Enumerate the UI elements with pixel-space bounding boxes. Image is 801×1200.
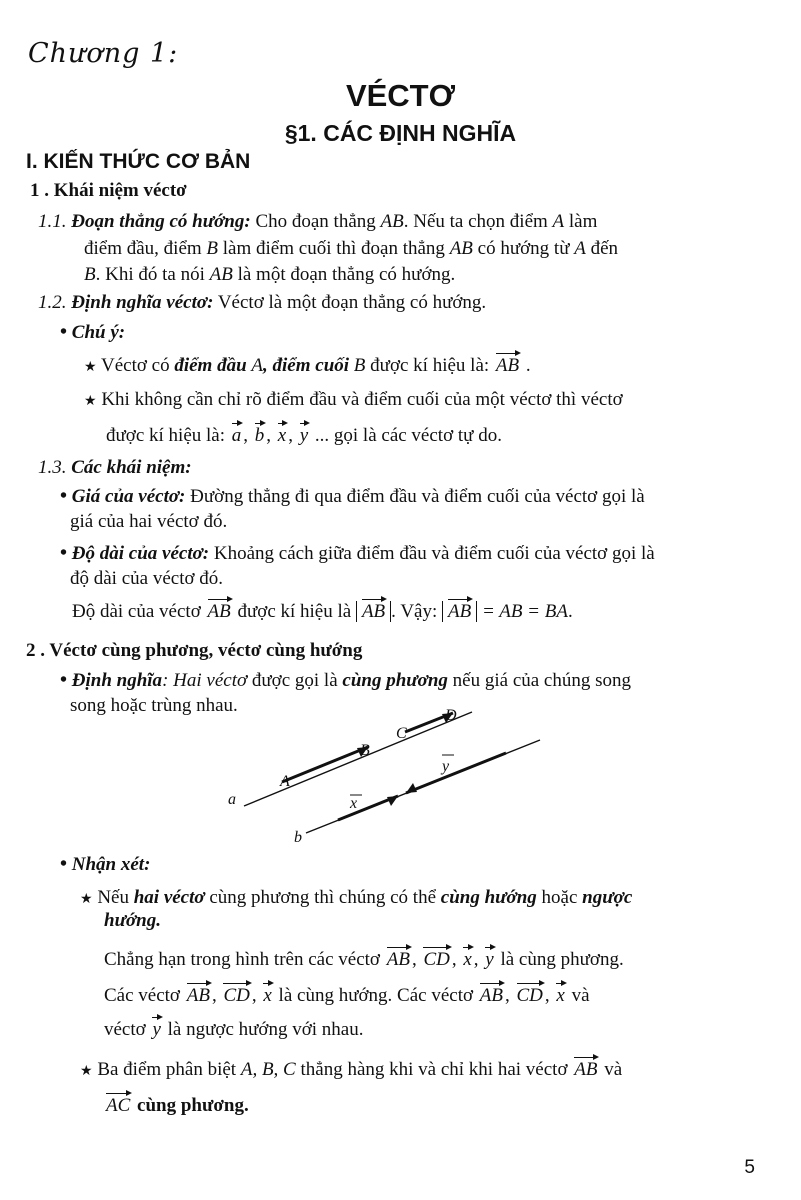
vector-symbol: CD [423,944,449,972]
vector-symbol: AB [208,596,231,624]
remark-label-line [60,852,150,877]
text: là cùng hướng. Các véctơ [278,985,474,1006]
vector-symbol: x [463,944,471,972]
bullet-icon: • [60,542,68,564]
label-A: A [280,773,290,790]
text: là cùng phương. [500,949,624,970]
remark-example-1: Chẳng hạn trong hình trên các véctơ AB , CD , x , y là cùng phương. [104,944,624,972]
remark-label: Nhận xét: [71,854,151,875]
star-icon: ★ [80,1064,93,1079]
collinear-figure [210,700,570,850]
vector-symbol: AB [187,980,210,1008]
text: . [567,601,573,622]
label-y: y [442,758,450,775]
text: . Vậy: [391,601,438,622]
vector-symbol: AB [480,980,503,1008]
text: cùng phương. [137,1095,249,1116]
text: . [525,355,531,376]
label-x: x [350,795,358,812]
def-line-2: song hoặc trùng nhau. [70,695,238,716]
para-1-1-line-3 [84,263,455,287]
math: AB [449,238,473,259]
text: Nếu [97,887,129,908]
vector-symbol: AB [362,596,385,624]
remark-2-line-2 [104,1090,249,1118]
text: véctơ [104,1019,146,1040]
text: . Nếu ta chọn điểm [403,211,548,232]
text: : Hai véctơ [162,670,248,691]
vector-symbol: AB [574,1054,597,1082]
support-line-2: giá của hai véctơ đó. [70,511,228,532]
num-1-3: 1.3. [38,457,67,478]
remark-example-3 [104,1014,364,1042]
para-1-1-line-2 [84,237,618,261]
text: Độ dài của véctơ [72,601,201,622]
text: ... gọi là các véctơ tự do. [314,425,502,446]
vector-symbol: y [485,944,493,972]
math: A, B, C [240,1059,296,1080]
text: Ba điểm phân biệt [97,1059,237,1080]
vector-symbol: y [300,420,308,448]
vector-symbol: a [232,420,242,448]
remark-example-2: Các véctơ AB , CD , x là cùng hướng. Các véctơ AB , CD , x và [104,980,590,1008]
para-1-3 [38,456,192,480]
vector-symbol: x [263,980,271,1008]
term-length: Độ dài của véctơ: [71,543,210,564]
text: làm [568,211,598,232]
part-heading: I. KIẾN THỨC CƠ BẢN [26,150,251,173]
text: điểm đầu [174,355,247,376]
text: , điểm cuối [263,355,350,376]
page-number: 5 [744,1157,755,1178]
vector-AB [282,747,368,782]
text: . Khi đó ta nói [95,264,205,285]
length-line-2: độ dài của véctơ đó. [70,568,224,589]
vector-symbol: b [255,420,265,448]
text: điểm đầu, điểm [84,238,202,259]
vector-symbol: AB [496,350,519,378]
text: làm điểm cuối thì đoạn thẳng [222,238,445,259]
text: được kí hiệu là: [370,355,490,376]
text: được kí hiệu là [237,601,352,622]
term-definition: Định nghĩa [71,670,163,691]
vector-symbol: AB [448,596,471,624]
vector-symbol: AC [106,1090,130,1118]
text: Khoảng cách giữa điểm đầu và điểm cuối của véctơ gọi là [213,543,655,564]
bullet-icon: • [60,485,68,507]
text: đến [590,238,619,259]
text: được kí hiệu là: [106,425,226,446]
num-1-2: 1.2. [38,292,67,313]
text: có hướng từ [477,238,570,259]
para-1-1-line-1 [38,210,597,234]
text: Véctơ có [100,355,170,376]
text: Các véctơ [104,985,180,1006]
note-2-line-1 [84,388,623,414]
remark-1-line-1 [80,886,632,912]
vector-symbol: CD [517,980,543,1008]
text: Chẳng hạn trong hình trên các véctơ [104,949,380,970]
text: ngược [582,887,633,908]
heading-vector-concept: 1 . Khái niệm véctơ [30,180,187,201]
math: A [574,238,586,259]
term-vector-definition: Định nghĩa véctơ: [71,292,214,313]
label-B: B [360,742,370,759]
text: Véctơ là một đoạn thẳng có hướng. [217,292,487,313]
length-line-1 [60,541,655,566]
bullet-icon: • [60,853,68,875]
bullet-icon: • [60,321,68,343]
math: B [206,238,219,259]
math: AB [209,264,233,285]
support-line-1 [60,484,645,509]
text: thẳng hàng khi và chỉ khi hai véctơ [300,1059,568,1080]
remark-2-line-1 [80,1054,622,1084]
vector-symbol: x [278,420,286,448]
text: hoặc [541,887,578,908]
math: A [552,211,565,232]
label-a: a [228,791,236,808]
vector-symbol: x [556,980,564,1008]
vector-symbol: CD [223,980,249,1008]
star-icon: ★ [84,394,97,409]
text: cùng phương thì chúng có thể [209,887,437,908]
para-1-2 [38,291,486,315]
heading-collinear: 2 . Véctơ cùng phương, véctơ cùng hướng [26,640,363,661]
text: hai véctơ [133,887,205,908]
star-icon: ★ [80,892,93,907]
def-line-1 [60,668,631,693]
note-label: Chú ý: [71,322,126,343]
label-D: D [445,707,457,724]
text: cùng hướng [440,887,537,908]
num-1-1: 1.1. [38,211,67,232]
remark-1-line-2: hướng. [104,910,161,931]
text: và [604,1059,623,1080]
note-label-line [60,320,125,345]
math: B [84,264,96,285]
text: cùng phương [342,670,448,691]
label-b: b [294,829,302,846]
text: nếu giá của chúng song [452,670,632,691]
label-C: C [396,725,407,742]
math: AB [380,211,404,232]
chapter-label: Chương 1: [28,38,179,69]
text: được gọi là [251,670,338,691]
text: Khi không cần chỉ rõ điểm đầu và điểm cuối của một véctơ thì véctơ [101,389,623,410]
math: = AB = BA [481,601,568,622]
math: B [353,355,366,376]
text: là ngược hướng với nhau. [167,1019,364,1040]
star-icon: ★ [84,360,97,375]
term-support: Giá của véctơ: [71,486,186,507]
text: và [571,985,590,1006]
vector-y [406,753,506,793]
vector-symbol: AB [387,944,410,972]
page-title: VÉCTƠ [345,78,456,113]
math: A [251,355,264,376]
vector-symbol: y [152,1014,160,1042]
length-notation [72,596,573,624]
term-concepts: Các khái niệm: [71,457,192,478]
text: là một đoạn thẳng có hướng. [237,264,456,285]
note-2-line-2: được kí hiệu là: a , b , x , y ... gọi là các véctơ tự do. [106,420,502,448]
section-title: §1. CÁC ĐỊNH NGHĨA [284,120,517,146]
text: Đường thẳng đi qua điểm đầu và điểm cuối của véctơ gọi là [190,486,645,507]
bullet-icon: • [60,669,68,691]
line-a [244,712,472,806]
text: Cho đoạn thẳng [255,211,376,232]
term-directed-segment: Đoạn thẳng có hướng: [71,211,251,232]
note-1 [84,350,531,380]
